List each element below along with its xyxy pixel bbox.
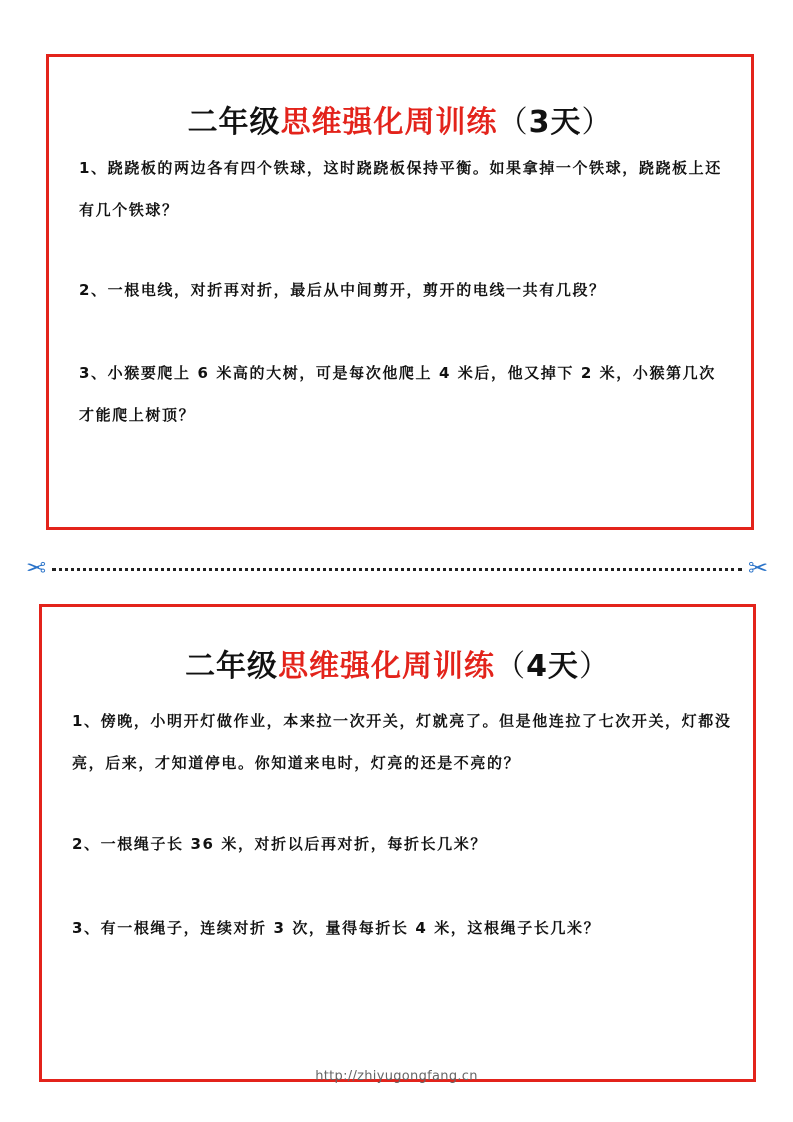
cut-line-divider <box>22 554 772 582</box>
title-grade: 二年级 <box>187 105 281 140</box>
title-grade: 二年级 <box>185 649 279 684</box>
scissors-icon: ✂ <box>747 554 769 582</box>
card-title <box>42 641 753 685</box>
question-1: 1、傍晚，小明开灯做作业，本来拉一次开关，灯就亮了。但是他连拉了七次开关，灯都没亮，后来，才知道停电。你知道来电时，灯亮的还是不亮的？ <box>72 712 732 772</box>
dotted-line <box>52 568 742 571</box>
title-day: 4天 <box>526 649 579 684</box>
worksheet-card-day4 <box>39 604 756 1082</box>
title-topic: 思维强化周训练 <box>278 649 496 684</box>
title-paren-open: （ <box>495 649 527 684</box>
card-title <box>49 97 751 141</box>
title-topic: 思维强化周训练 <box>280 105 498 140</box>
question-2: 2、一根绳子长 36 米，对折以后再对折，每折长几米？ <box>72 835 487 853</box>
question-3: 3、有一根绳子，连续对折 3 次，量得每折长 4 米，这根绳子长几米？ <box>72 919 601 937</box>
question-1: 1、跷跷板的两边各有四个铁球，这时跷跷板保持平衡。如果拿掉一个铁球，跷跷板上还有几个铁球？ <box>79 159 722 219</box>
footer-url-watermark: http://zhiyugongfang.cn <box>315 1069 478 1084</box>
worksheet-card-day3 <box>46 54 754 530</box>
question-3: 3、小猴要爬上 6 米高的大树，可是每次他爬上 4 米后，他又掉下 2 米，小猴第几次才能爬上树顶？ <box>79 364 716 424</box>
scissors-icon: ✂ <box>25 554 47 582</box>
title-day: 3天 <box>528 105 582 140</box>
title-paren-close: ） <box>578 649 610 684</box>
question-2: 2、一根电线，对折再对折，最后从中间剪开，剪开的电线一共有几段？ <box>79 281 606 299</box>
title-paren-close: ） <box>581 105 613 140</box>
title-paren-open: （ <box>497 105 529 140</box>
